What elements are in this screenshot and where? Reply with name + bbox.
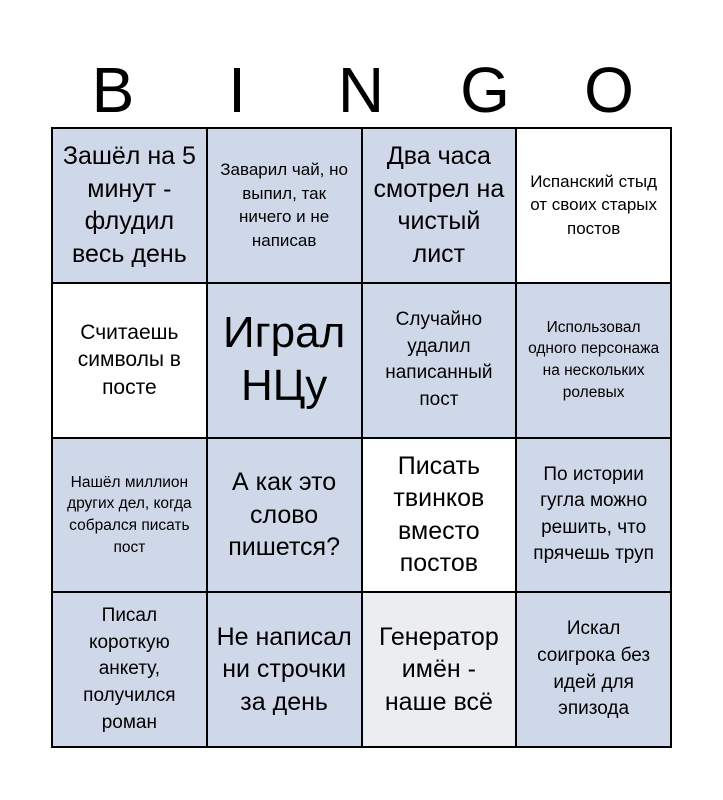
- bingo-cell[interactable]: [52, 438, 207, 593]
- bingo-cell[interactable]: [362, 283, 517, 438]
- bingo-cell[interactable]: [52, 592, 207, 747]
- bingo-cell[interactable]: [52, 283, 207, 438]
- cell-text: Играл НЦу: [222, 308, 346, 411]
- bingo-cell[interactable]: [207, 592, 362, 747]
- bingo-cell[interactable]: [516, 438, 671, 593]
- cell-text: Генератор имён - наше всё: [379, 622, 499, 716]
- cell-text: Писать твинков вместо постов: [393, 451, 485, 578]
- cell-text: По истории гугла можно решить, что прячешь труп: [533, 463, 654, 565]
- cell-text: Нашёл миллион других дел, когда собрался писать пост: [67, 473, 192, 556]
- bingo-cell[interactable]: [207, 128, 362, 283]
- cell-text: Зашёл на 5 минут - флудил весь день: [62, 142, 196, 268]
- bingo-cell[interactable]: [516, 128, 671, 283]
- bingo-cell[interactable]: [516, 592, 671, 747]
- bingo-cell[interactable]: [52, 128, 207, 283]
- cell-text: Использовал одного персонажа на нескольких ролевых: [528, 318, 660, 401]
- cell-text: Случайно удалил написанный пост: [385, 308, 493, 410]
- header-letter-n: N: [337, 54, 385, 126]
- bingo-header: [51, 55, 671, 125]
- cell-text: Два часа смотрел на чистый лист: [373, 142, 505, 268]
- cell-text: Считаешь символы в посте: [77, 320, 181, 399]
- cell-text: Писал короткую анкету, получился роман: [83, 605, 176, 733]
- cell-text: Заварил чай, но выпил, так ничего и не написав: [220, 159, 348, 251]
- cell-text: А как это слово пишется?: [228, 468, 340, 562]
- bingo-cell[interactable]: [516, 283, 671, 438]
- bingo-cell[interactable]: [362, 128, 517, 283]
- cell-text: Искал соигрока без идей для эпизода: [537, 618, 651, 720]
- cell-text: Испанский стыд от своих старых постов: [530, 171, 658, 239]
- header-letter-b: B: [91, 54, 135, 126]
- header-letter-o: O: [584, 54, 634, 126]
- bingo-cell[interactable]: [362, 592, 517, 747]
- bingo-cell[interactable]: [207, 438, 362, 593]
- header-letter-i: I: [228, 54, 246, 126]
- bingo-cell[interactable]: [362, 438, 517, 593]
- bingo-cell-center[interactable]: [207, 283, 362, 438]
- bingo-board: [51, 127, 672, 748]
- header-letter-g: G: [460, 54, 510, 126]
- cell-text: Не написал ни строчки за день: [216, 622, 352, 716]
